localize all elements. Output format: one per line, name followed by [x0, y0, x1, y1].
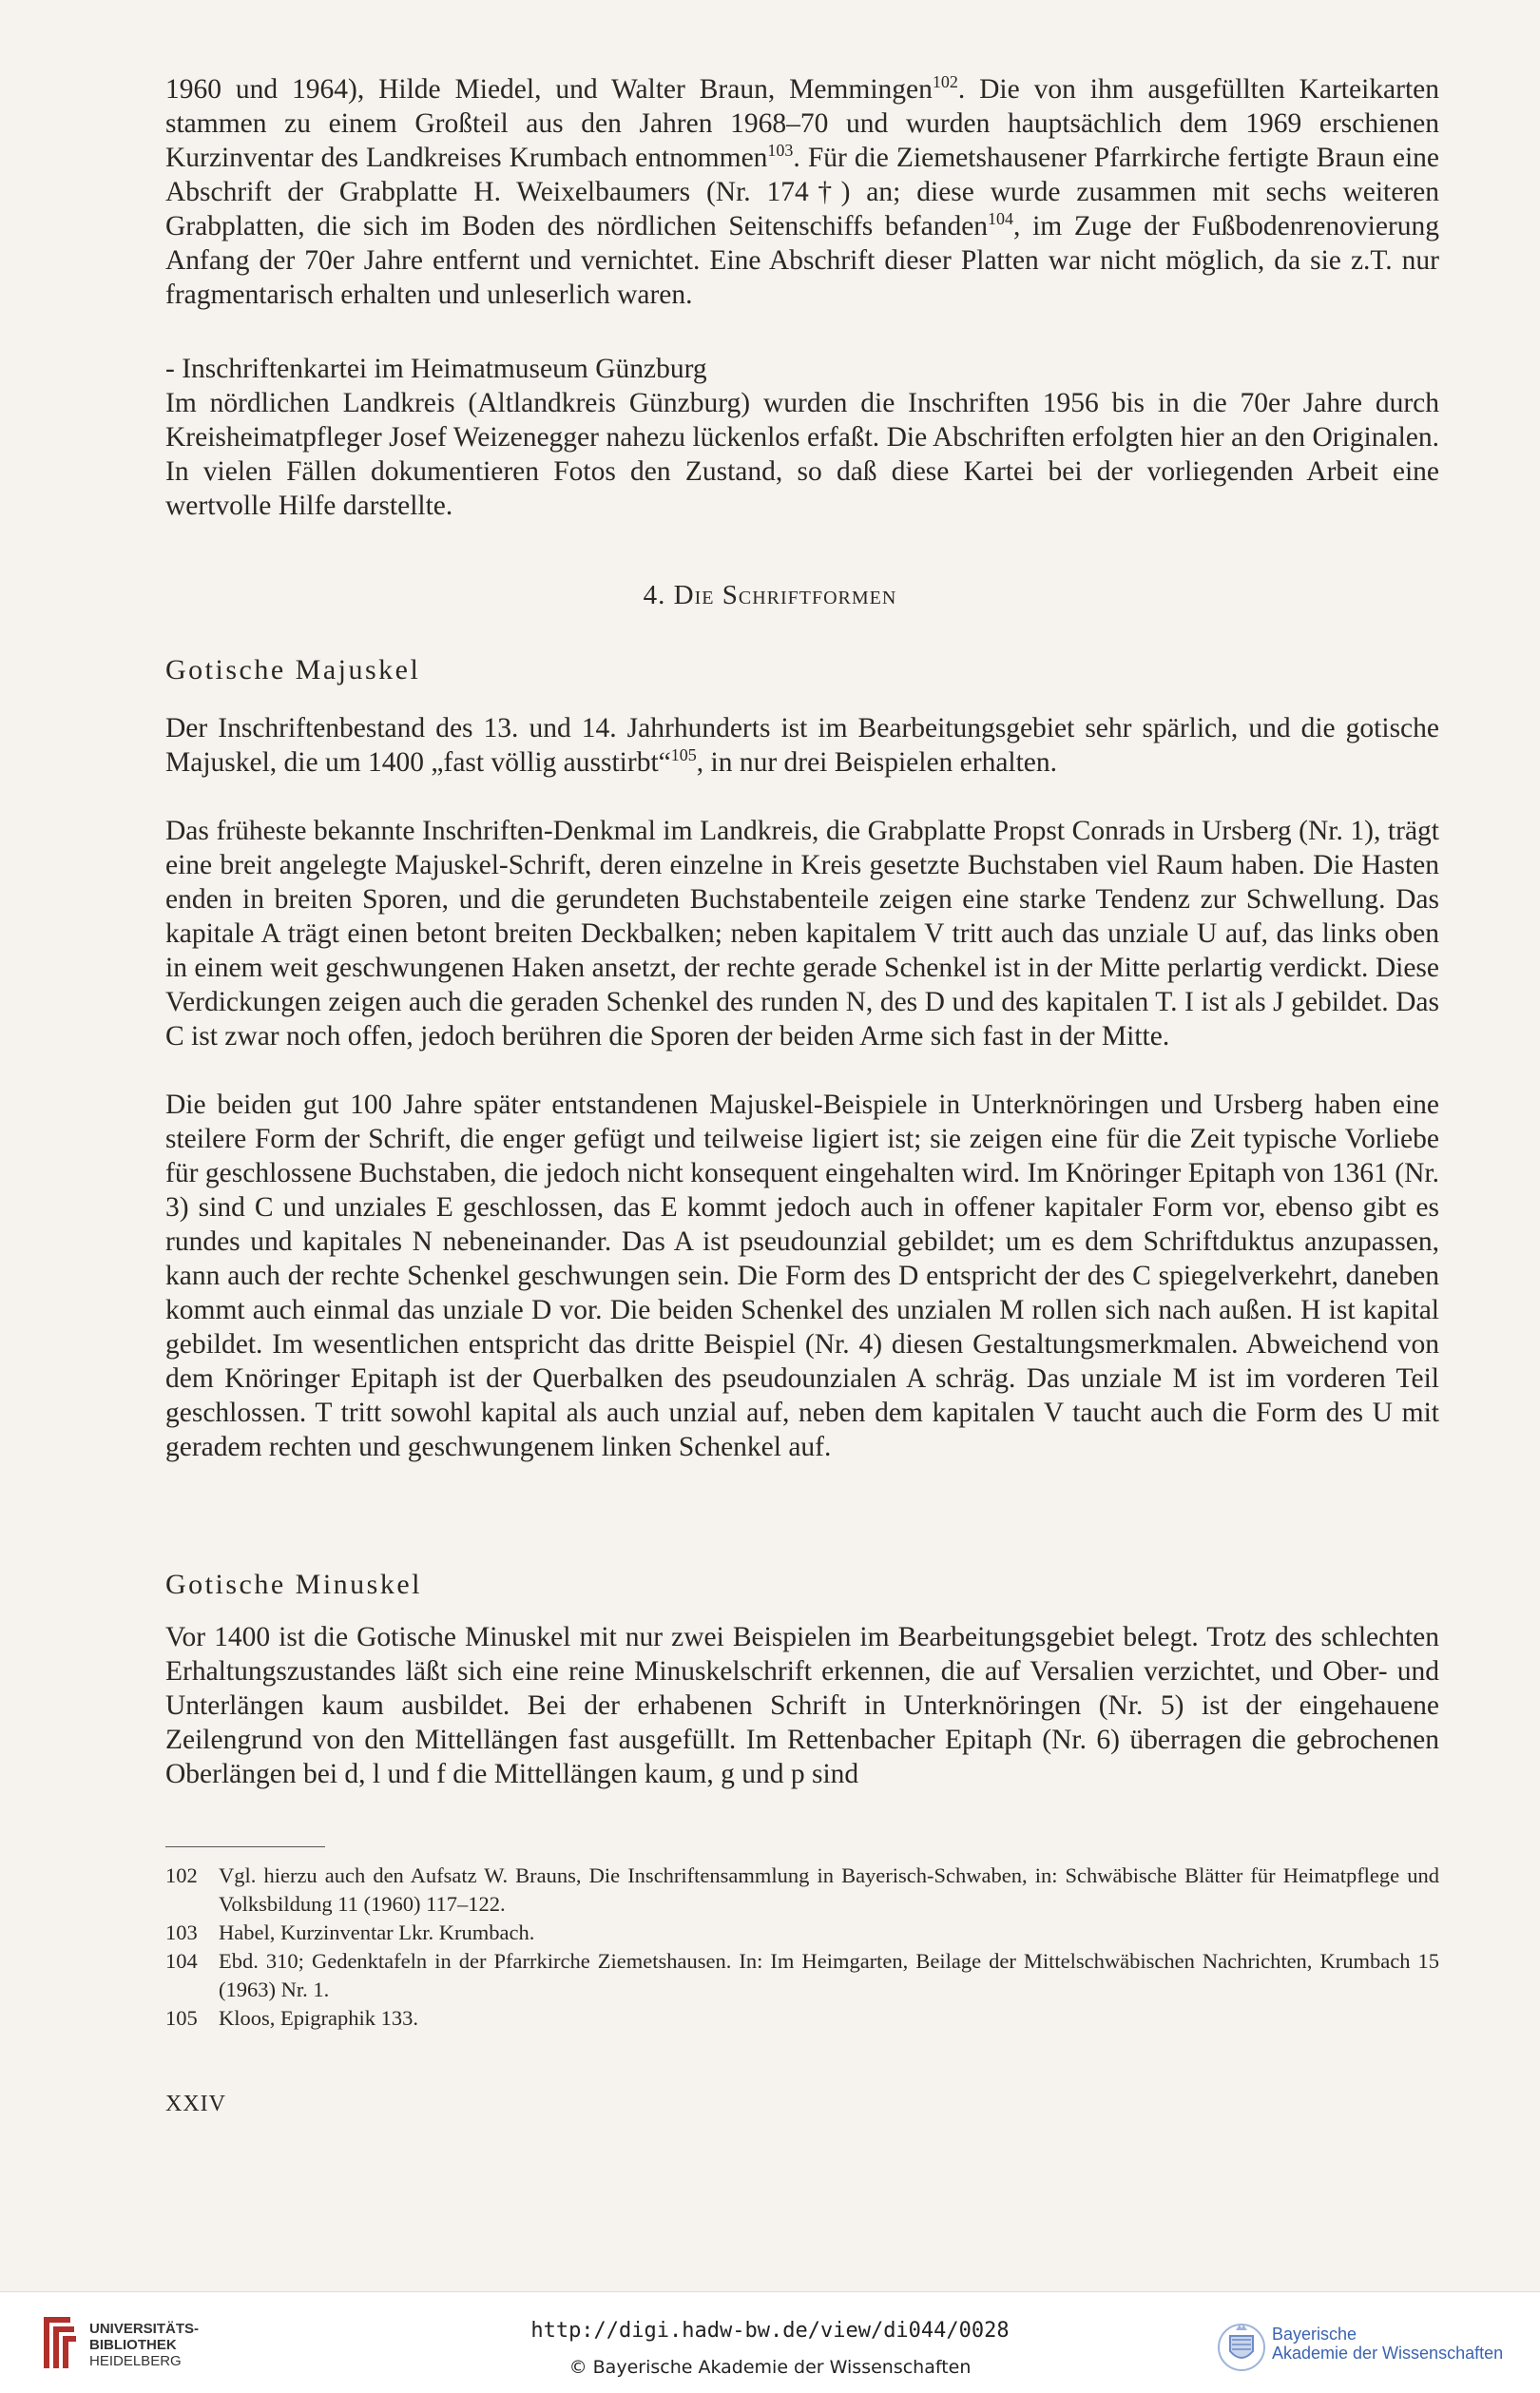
- section-title: 4. Die Schriftformen: [643, 580, 897, 610]
- minuskel-section: [165, 1620, 1439, 1791]
- permalink-url[interactable]: http://digi.hadw-bw.de/view/di044/0028: [530, 2319, 1010, 2343]
- majuskel-paragraph-1: Der Inschriftenbestand des 13. und 14. Jahrhunderts ist im Bearbeitungsgebiet sehr spärlich, und die gotische Majuskel, die um 1400 „fast völlig ausstirbt“$^{105}$, in nur drei Beispielen erhalten.: [165, 713, 1439, 778]
- footnote-ref-104[interactable]: 104: [988, 209, 1014, 229]
- footnote-102: 102 Vgl. hierzu auch den Aufsatz W. Brauns, Die Inschriftensammlung in Bayerisch-Schwaben, in: Schwäbische Blätter für Heimatpflege und Volksbildung 11 (1960) 117–122.: [165, 1863, 1439, 1916]
- footnote-ref-103[interactable]: 103: [767, 141, 794, 161]
- intro-text: 1960 und 1964), Hilde Miedel, und Walter Braun, Memmingen$^{102}$. Die von ihm ausgefüllten Karteikarten stammen zu einem Großteil aus den Jahren 1968–70 und wurden hauptsächlich dem 1969 erschienen Kurzinventar des Landkreises Krumbach entnommen$^{103}$. Für die Ziemetshausener Pfarrkirche fertigte Braun eine Abschrift der Grabplatte H. Weixelbaumers (Nr. 174†) an; diese wurde zusammen mit sechs weiteren Grabplatten, die sich im Boden des nördlichen Seitenschiffs befanden$^{104}$, im Zuge der Fußbodenrenovierung Anfang der 70er Jahre entfernt und vernichtet. Eine Abschrift dieser Platten war nicht möglich, da sie z.T. nur fragmentarisch erhalten und unleserlich waren.: [165, 72, 1440, 310]
- academy-name[interactable]: Bayerische Akademie der Wissenschaften: [1272, 2325, 1504, 2363]
- footnotes: [165, 1862, 1439, 2033]
- majuskel-section: [165, 711, 1439, 1464]
- kartei-paragraph: [165, 352, 1439, 523]
- footnote-divider: [165, 1846, 325, 1847]
- minuskel-paragraph-1: Vor 1400 ist die Gotische Minuskel mit nur zwei Beispielen im Bearbeitungsgebiet belegt. Trotz des schlechten Erhaltungszustandes läßt sich eine reine Minuskelschrift erkennen, die auf Versalien verzichtet, und Ober- und Unterlängen kaum ausbildet. Bei der erhabenen Schrift in Unterknöringen (Nr. 5) ist der eingehauene Zeilengrund von den Mittellängen fast ausgefüllt. Im Rettenbacher Epitaph (Nr. 6) überragen die gebrochenen Oberlängen bei d, l und f die Mittellängen kaum, g und p sind: [165, 1622, 1439, 1789]
- academy-crest-icon[interactable]: [1211, 2311, 1272, 2378]
- university-library-name[interactable]: UNIVERSITÄTS- BIBLIOTHEK HEIDELBERG: [89, 2321, 200, 2369]
- intro-paragraph: [165, 72, 1439, 312]
- footnote-105: 105 Kloos, Epigraphik 133.: [165, 2006, 418, 2030]
- footnote-104: 104 Ebd. 310; Gedenktafeln in der Pfarrkirche Ziemetshausen. In: Im Heimgarten, Beilage der Mittelschwäbischen Nachrichten, Krumbach 15 (1963) Nr. 1.: [165, 1949, 1439, 2001]
- kartei-text: Im nördlichen Landkreis (Altlandkreis Günzburg) wurden die Inschriften 1956 bis in die 70er Jahre durch Kreisheimatpfleger Josef Weizenegger nahezu lückenlos erfaßt. Die Abschriften erfolgten hier an den Originalen. In vielen Fällen dokumentieren Fotos den Zustand, so daß diese Kartei bei der vorliegenden Arbeit eine wertvolle Hilfe darstellte.: [165, 388, 1439, 521]
- majuskel-paragraph-2: Das früheste bekannte Inschriften-Denkmal im Landkreis, die Grabplatte Propst Conrads in Ursberg (Nr. 1), trägt eine breit angelegte Majuskel-Schrift, deren einzelne in Kreis gesetzte Buchstaben viel Raum haben. Die Hasten enden in breiten Sporen, und die gerundeten Buchstabenteile zeigen eine starke Tendenz zur Schwellung. Das kapitale A trägt einen betont breiten Deckbalken; neben kapitalem V tritt auch das unziale U auf, das links oben in einem weit geschwungenen Haken ansetzt, der rechte gerade Schenkel ist in der Mitte perlartig verdickt. Diese Verdickungen zeigen auch die geraden Schenkel des runden N, des D und des kapitalen T. I ist als J gebildet. Das C ist zwar noch offen, jedoch berühren die Sporen der beiden Arme sich fast in der Mitte.: [165, 816, 1439, 1052]
- majuskel-paragraph-3: Die beiden gut 100 Jahre später entstandenen Majuskel-Beispiele in Unterknöringen und Ursberg haben eine steilere Form der Schrift, die enger gefügt und teilweise ligiert ist; sie zeigen eine für die Zeit typische Vorliebe für geschlossene Buchstaben, die jedoch nicht konsequent eingehalten wird. Im Knöringer Epitaph von 1361 (Nr. 3) sind C und unziales E geschlossen, das E kommt jedoch auch in offener kapitaler Form vor, ebenso gibt es rundes und kapitales N nebeneinander. Das A ist pseudounzial gebildet; um es dem Schriftduktus anzupassen, kann auch der rechte Schenkel geschwungen sein. Die Form des D entspricht der des C spiegelverkehrt, daneben kommt auch einmal das unziale D vor. Die beiden Schenkel des unzialen M rollen sich nach außen. H ist kapital gebildet. Im wesentlichen entspricht das dritte Beispiel (Nr. 4) diesen Gestaltungsmerkmalen. Abweichend von dem Knöringer Epitaph ist der Querbalken des pseudounzialen A schräg. Das unziale M ist im vorderen Teil geschlossen. T tritt sowohl kapital als auch unzial auf, neben dem kapitalen V taucht auch die Form des U mit geradem rechten und geschwungenem linken Schenkel auf.: [165, 1090, 1439, 1462]
- kartei-heading: - Inschriftenkartei im Heimatmuseum Günzburg: [165, 354, 707, 384]
- footnote-103: 103 Habel, Kurzinventar Lkr. Krumbach.: [165, 1920, 535, 1944]
- majuskel-heading: Gotische Majuskel: [165, 654, 421, 685]
- minuskel-heading: Gotische Minuskel: [165, 1569, 422, 1600]
- copyright-notice: © Bayerische Akademie der Wissenschaften: [568, 2357, 972, 2378]
- viewer-footer: [0, 2291, 1540, 2393]
- footnote-ref-102[interactable]: 102: [932, 72, 958, 92]
- footnote-ref-105[interactable]: 105: [670, 745, 697, 765]
- page-number: XXIV: [165, 2092, 226, 2116]
